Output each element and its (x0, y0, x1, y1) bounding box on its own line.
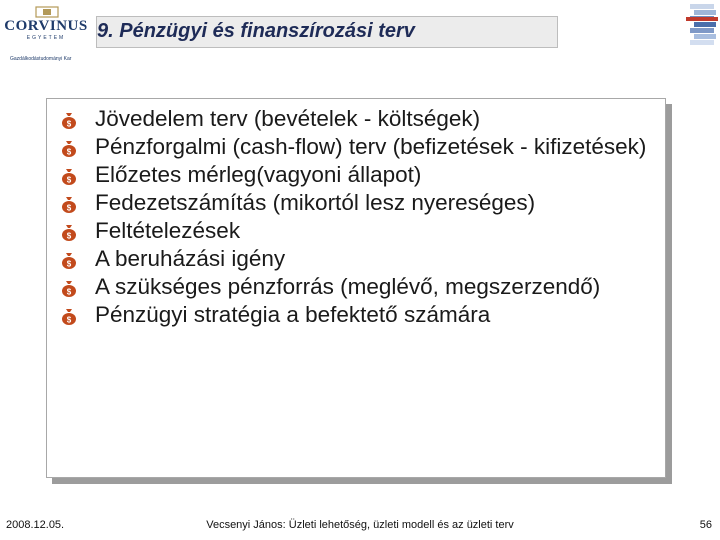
svg-text:$: $ (66, 203, 72, 213)
svg-text:$: $ (66, 259, 72, 269)
vecsenyi-logo-icon (684, 2, 720, 50)
bullet-item (61, 245, 657, 273)
corvinus-logo (4, 4, 88, 64)
bullet-text: Pénzforgalmi (cash-flow) terv (befizetések - kifizetések) (95, 134, 647, 159)
bullet-text: Pénzügyi stratégia a befektető számára (95, 302, 491, 327)
footer-date: 2008.12.05. (6, 519, 65, 531)
crest-icon (34, 4, 60, 18)
bullet-text: A beruházási igény (95, 246, 286, 271)
svg-text:$: $ (66, 231, 72, 241)
bullet-text: A szükséges pénzforrás (meglévő, megszerzendő) (95, 274, 601, 299)
slide-title-box (96, 16, 558, 48)
svg-text:$: $ (66, 119, 72, 129)
money-bag-icon (61, 196, 77, 213)
bullet-text: Előzetes mérleg(vagyoni állapot) (95, 162, 422, 187)
slide-title: 9. Pénzügyi és finanszírozási terv (97, 20, 415, 42)
bullet-text: Fedezetszámítás (mikortól lesz nyereséges) (95, 190, 536, 215)
bullet-item (61, 105, 657, 133)
money-bag-icon (61, 224, 77, 241)
bullet-item (61, 133, 657, 161)
bullet-item (61, 273, 657, 301)
logo-faculty-text: Gazdálkodástudományi Kar (10, 56, 72, 62)
bullet-item (61, 189, 657, 217)
page-number: 56 (699, 519, 712, 531)
svg-text:$: $ (66, 287, 72, 297)
bullet-list (61, 105, 657, 329)
svg-text:$: $ (66, 175, 72, 185)
svg-text:$: $ (66, 147, 72, 157)
money-bag-icon (61, 280, 77, 297)
money-bag-icon (61, 308, 77, 325)
money-bag-icon (61, 140, 77, 157)
bullet-item (61, 301, 657, 329)
money-bag-icon (61, 112, 77, 129)
svg-text:$: $ (66, 315, 72, 325)
logo-sub-text: EGYETEM (26, 35, 66, 41)
bullet-item (61, 161, 657, 189)
bullet-text: Jövedelem terv (bevételek - költségek) (95, 106, 481, 131)
logo-brand-text: CORVINUS (4, 18, 88, 34)
bullet-text: Feltételezések (95, 218, 241, 243)
content-panel (46, 98, 666, 478)
money-bag-icon (61, 168, 77, 185)
footer-caption: Vecsenyi János: Üzleti lehetőség, üzleti modell és az üzleti terv (206, 519, 514, 531)
money-bag-icon (61, 252, 77, 269)
bullet-item (61, 217, 657, 245)
